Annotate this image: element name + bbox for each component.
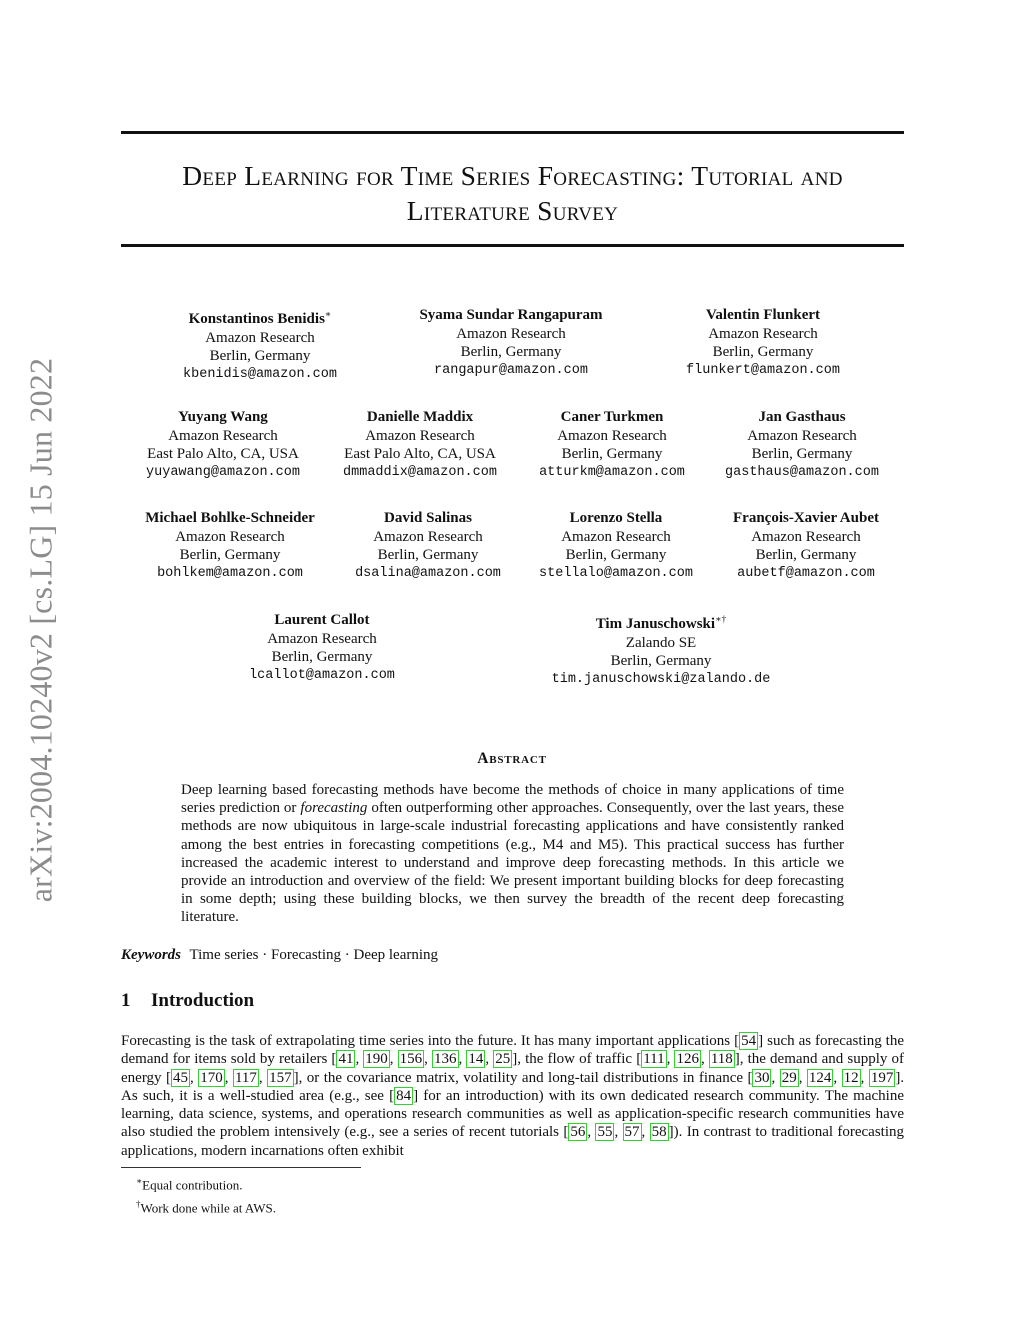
author-row-2 [0,408,1024,488]
citation-link[interactable]: 124 [808,1069,832,1086]
author-affiliation: Amazon Research [373,528,483,545]
author-email[interactable]: kbenidis@amazon.com [183,366,337,382]
citation-link[interactable]: 197 [870,1069,894,1086]
author-name: Michael Bohlke-Schneider [145,510,315,526]
author-block [552,611,771,689]
author-name: Danielle Maddix [366,409,474,425]
author-block [419,306,602,380]
author-email[interactable]: dmmaddix@amazon.com [343,464,497,480]
citation-link[interactable]: 12 [843,1069,859,1086]
author-email[interactable]: bohlkem@amazon.com [157,565,303,581]
author-block [539,509,693,583]
author-email[interactable]: yuyawang@amazon.com [146,464,300,480]
author-block [146,408,300,482]
section-title: Introduction [151,990,255,1011]
author-block [355,509,501,583]
author-affiliation: Amazon Research [557,427,667,444]
author-affiliation: Amazon Research [456,325,566,342]
author-name: Valentin Flunkert [705,307,821,323]
citation-link[interactable]: 111 [643,1051,665,1068]
author-location: Berlin, Germany [377,547,479,563]
footnotes [136,1172,276,1218]
section-heading [121,990,254,1012]
citation-link[interactable]: 14 [468,1051,484,1068]
author-location: Berlin, Germany [179,547,281,563]
paper-title: Deep Learning for Time Series Forecasting: Tutorial and Literature Survey [182,160,843,226]
author-email[interactable]: aubetf@amazon.com [737,565,875,581]
author-name: David Salinas [384,510,472,526]
footnote: †Work done while at AWS. [136,1198,276,1216]
abstract-text: Deep learning based forecasting methods have become the methods of choice in many applications of time series prediction or forecasting often outperforming other approaches. Consequently, over the last years, these methods are now ubiquitous in large-scale industrial forecasting applications and have consistently ranked among the best entries in forecasting competitions (e.g., M4 and M5). This practical success has further increased the academic interest to understand and improve deep forecasting methods. In this article we provide an introduction and overview of the field: We present important building blocks for deep forecasting in some depth; using these building blocks, we then survey the breadth of the recent deep forecasting literature. [181,782,844,926]
author-location: Berlin, Germany [755,547,857,563]
footnote-rule [121,1167,361,1168]
intro-paragraph: Forecasting is the task of extrapolating time series into the future. It has many important applications [ 54 ] such as forecasting the demand for items sold by retailers [ 41 , 190 , 156 , 136 , 14 , 25 ], the flow of traffic [ 111 , 126 , 118 ], the demand and supply of energy [ 45 , 170 , 117 , 157 ], or the covariance matrix, volatility and long-tail distributions in finance [ 30 , 29 , 124 , 12 , 197 ]. As such, it is a well-studied area (e.g., see [ 84 ] for an introduction) with its own dedicated research community. The machine learning, data science, systems, and operations research communities as well as application-specific research communities have also studied the problem intensively (e.g., see a series of recent tutorials [ 56 , 55 , 57 , 58 ]). In contrast to traditional forecasting applications, modern incarnations often exhibit [121,1033,905,1159]
citation-link[interactable]: 55 [597,1124,613,1141]
author-block [183,306,337,384]
citation-link[interactable]: 41 [338,1051,354,1068]
author-block [686,306,840,380]
citation-link[interactable]: 126 [676,1051,699,1068]
citation-link[interactable]: 190 [365,1051,388,1068]
author-affiliation: Amazon Research [365,427,475,444]
author-affiliation: Amazon Research [205,329,315,346]
author-name: Tim Januschowski∗† [595,615,727,632]
author-name: Yuyang Wang [178,409,268,425]
author-email[interactable]: dsalina@amazon.com [355,565,501,581]
author-name: Konstantinos Benidis∗ [188,310,332,327]
author-affiliation: Amazon Research [168,427,278,444]
author-name: Lorenzo Stella [569,510,663,526]
author-affiliation: Amazon Research [708,325,818,342]
citation-link[interactable]: 25 [495,1051,511,1068]
keywords-list: Time series · Forecasting · Deep learning [189,947,439,963]
footnote: ∗Equal contribution. [136,1176,243,1193]
author-location: Berlin, Germany [610,653,712,669]
citation-link[interactable]: 117 [234,1069,257,1086]
author-affiliation: Zalando SE [625,634,697,651]
citation-link[interactable]: 54 [741,1033,757,1049]
title-bottom-rule [121,244,904,247]
author-row-1 [0,306,1024,386]
section-number: 1 [121,990,131,1011]
author-block [539,408,685,482]
author-location: Berlin, Germany [751,446,853,462]
citation-link[interactable]: 30 [754,1069,770,1086]
keywords-label: Keywords [121,947,181,963]
author-block [249,611,395,685]
citation-link[interactable]: 170 [200,1069,223,1086]
author-email[interactable]: rangapur@amazon.com [434,362,588,378]
citation-link[interactable]: 118 [710,1051,733,1068]
author-row-3 [0,509,1024,589]
author-email[interactable]: gasthaus@amazon.com [725,464,879,480]
author-name: Syama Sundar Rangapuram [419,307,603,323]
author-affiliation: Amazon Research [561,528,671,545]
author-name: François-Xavier Aubet [733,510,879,526]
author-email[interactable]: tim.januschowski@zalando.de [551,671,771,687]
author-affiliation: Amazon Research [751,528,861,545]
author-affiliation: Amazon Research [267,630,377,647]
author-location: East Palo Alto, CA, USA [147,446,299,462]
keywords [121,946,904,964]
author-name: Caner Turkmen [560,409,664,425]
author-name: Laurent Callot [274,612,370,628]
citation-link[interactable]: 156 [399,1051,423,1068]
author-affiliation: Amazon Research [175,528,285,545]
citation-link[interactable]: 136 [434,1051,457,1068]
citation-link[interactable]: 45 [173,1069,188,1086]
author-email[interactable]: stellalo@amazon.com [539,565,693,581]
citation-link[interactable]: 56 [570,1124,586,1141]
author-name: Jan Gasthaus [758,409,846,425]
author-email[interactable]: atturkm@amazon.com [539,464,685,480]
citation-link[interactable]: 57 [624,1124,640,1141]
author-location: Berlin, Germany [460,344,562,360]
author-location: Berlin, Germany [712,344,814,360]
arxiv-identifier[interactable]: arXiv:2004.10240v2 [cs.LG] 15 Jun 2022 [22,357,59,903]
author-location: Berlin, Germany [271,649,373,665]
citation-link[interactable]: 58 [651,1124,667,1141]
author-affiliation: Amazon Research [747,427,857,444]
citation-link[interactable]: 29 [781,1069,797,1086]
author-row-4 [0,611,1024,691]
author-block [343,408,497,482]
abstract-heading: Abstract [477,750,547,767]
author-email[interactable]: lcallot@amazon.com [249,667,395,683]
citation-link[interactable]: 84 [396,1087,412,1104]
author-email[interactable]: flunkert@amazon.com [686,362,840,378]
author-location: Berlin, Germany [209,348,311,364]
author-location: East Palo Alto, CA, USA [344,446,496,462]
author-location: Berlin, Germany [565,547,667,563]
author-block [733,509,879,583]
author-block [145,509,315,583]
title-top-rule [121,131,904,134]
author-location: Berlin, Germany [561,446,663,462]
author-block [725,408,879,482]
citation-link[interactable]: 157 [269,1069,292,1086]
